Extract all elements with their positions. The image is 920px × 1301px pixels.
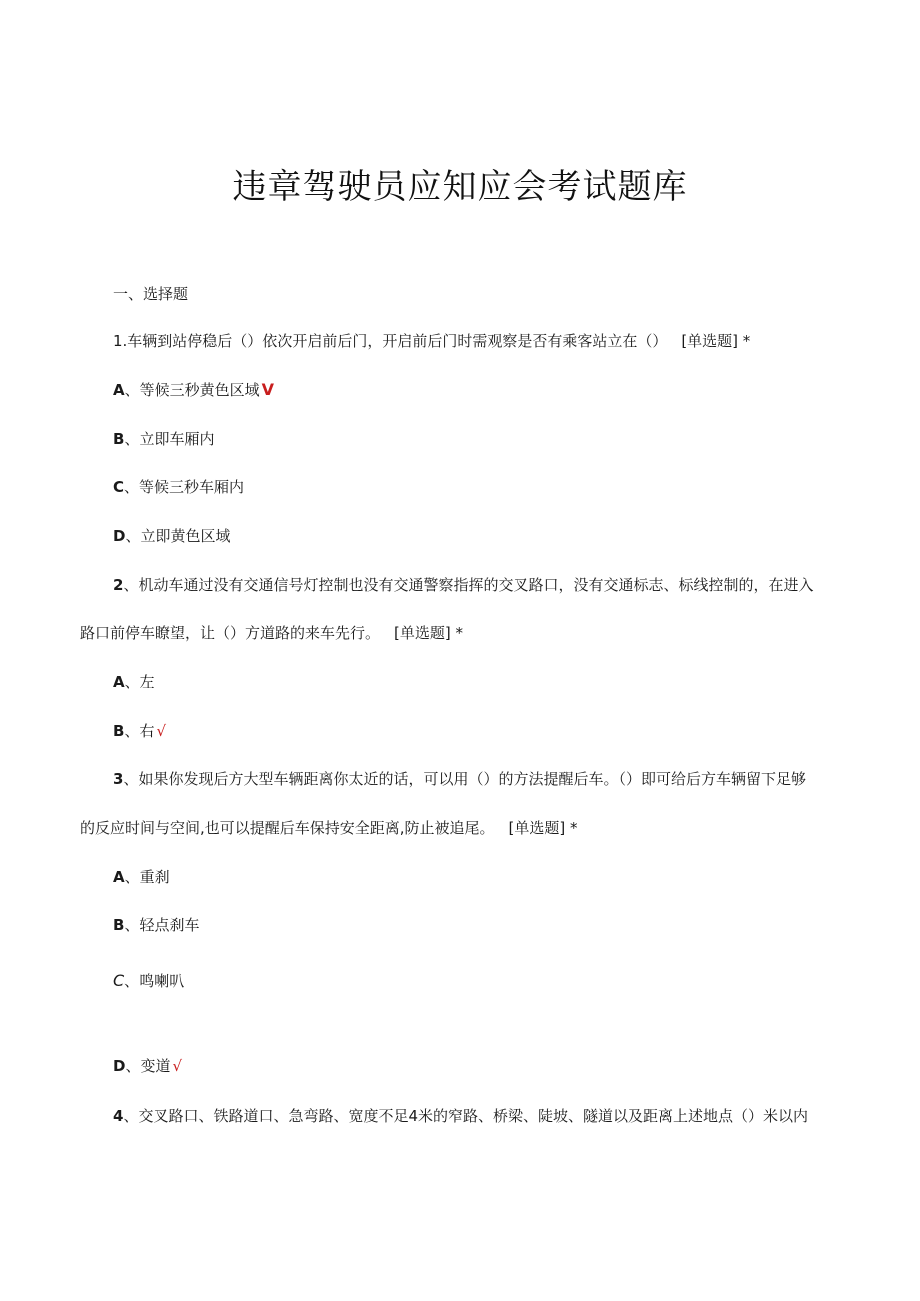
q1-option-b <box>113 428 214 450</box>
question-2-number: 2 <box>113 576 124 594</box>
option-separator: 、 <box>125 1057 141 1075</box>
option-text: 右 <box>139 722 155 740</box>
q3-option-c <box>113 970 184 992</box>
option-separator: 、 <box>124 430 140 448</box>
question-3-text: 、如果你发现后方大型车辆距离你太近的话，可以用（）的方法提醒后车。（）即可给后方车辆留下足够 <box>123 770 806 788</box>
section-heading: 一、选择题 <box>113 285 189 303</box>
q3-option-b <box>113 914 199 936</box>
question-3-text-cont: 的反应时间与空间,也可以提醒后车保持安全距离,防止被追尾。 <box>80 819 495 837</box>
option-text: 变道 <box>140 1057 171 1075</box>
question-3-type-tag: [单选题] * <box>508 819 578 837</box>
option-separator: 、 <box>125 527 141 545</box>
q2-option-b <box>113 720 166 742</box>
q1-option-a <box>113 379 274 401</box>
q3-option-a <box>113 866 170 888</box>
question-4-line-1 <box>113 1105 808 1127</box>
option-text: 等候三秒黄色区域 <box>139 381 260 399</box>
option-separator: 、 <box>124 478 140 496</box>
option-text: 重刹 <box>139 868 170 886</box>
question-2-text-cont: 路口前停车瞭望，让（）方道路的来车先行。 <box>80 624 381 642</box>
option-label: B <box>113 916 125 934</box>
option-label: A <box>113 868 125 886</box>
option-text: 等候三秒车厢内 <box>139 478 245 496</box>
option-separator: 、 <box>124 381 140 399</box>
correct-mark: √ <box>172 1057 183 1075</box>
option-label: D <box>113 1057 126 1075</box>
option-label: D <box>113 527 126 545</box>
option-label: B <box>113 430 125 448</box>
document-title: 违章驾驶员应知应会考试题库 <box>232 167 688 207</box>
option-separator: 、 <box>124 673 140 691</box>
option-label: A <box>113 673 125 691</box>
q2-option-a <box>113 671 155 693</box>
question-3-number: 3 <box>113 770 124 788</box>
option-label: A <box>113 381 125 399</box>
option-text: 鸣喇叭 <box>139 972 185 990</box>
option-label: C <box>113 478 125 496</box>
question-2-line-1 <box>113 574 813 596</box>
question-1-type-tag: [单选题] * <box>681 332 751 350</box>
option-label: C <box>113 971 125 990</box>
option-separator: 、 <box>124 722 140 740</box>
option-separator: 、 <box>124 972 140 990</box>
question-2-text: 、机动车通过没有交通信号灯控制也没有交通警察指挥的交叉路口，没有交通标志、标线控制的，在进入 <box>123 576 814 594</box>
question-2-line-2 <box>80 622 463 644</box>
question-3-line-2 <box>80 817 578 839</box>
option-label: B <box>113 722 125 740</box>
correct-mark: V <box>261 380 275 399</box>
question-3-line-1 <box>113 768 806 790</box>
option-text: 轻点刹车 <box>139 916 200 934</box>
q3-option-d <box>113 1055 182 1077</box>
option-text: 左 <box>139 673 155 691</box>
question-4-number: 4 <box>113 1107 124 1125</box>
q1-option-c <box>113 476 244 498</box>
correct-mark: √ <box>156 722 167 740</box>
q1-option-d <box>113 525 230 547</box>
question-2-type-tag: [单选题] * <box>394 624 463 642</box>
option-separator: 、 <box>124 868 140 886</box>
option-separator: 、 <box>124 916 140 934</box>
question-4-text: 、交叉路口、铁路道口、急弯路、宽度不足4米的窄路、桥梁、陡坡、隧道以及距离上述地点（）米以内 <box>123 1107 808 1125</box>
option-text: 立即车厢内 <box>139 430 215 448</box>
option-text: 立即黄色区域 <box>140 527 231 545</box>
question-1-text: 1.车辆到站停稳后（）依次开启前后门，开启前后门时需观察是否有乘客站立在（） <box>113 332 668 350</box>
question-1 <box>113 330 750 352</box>
